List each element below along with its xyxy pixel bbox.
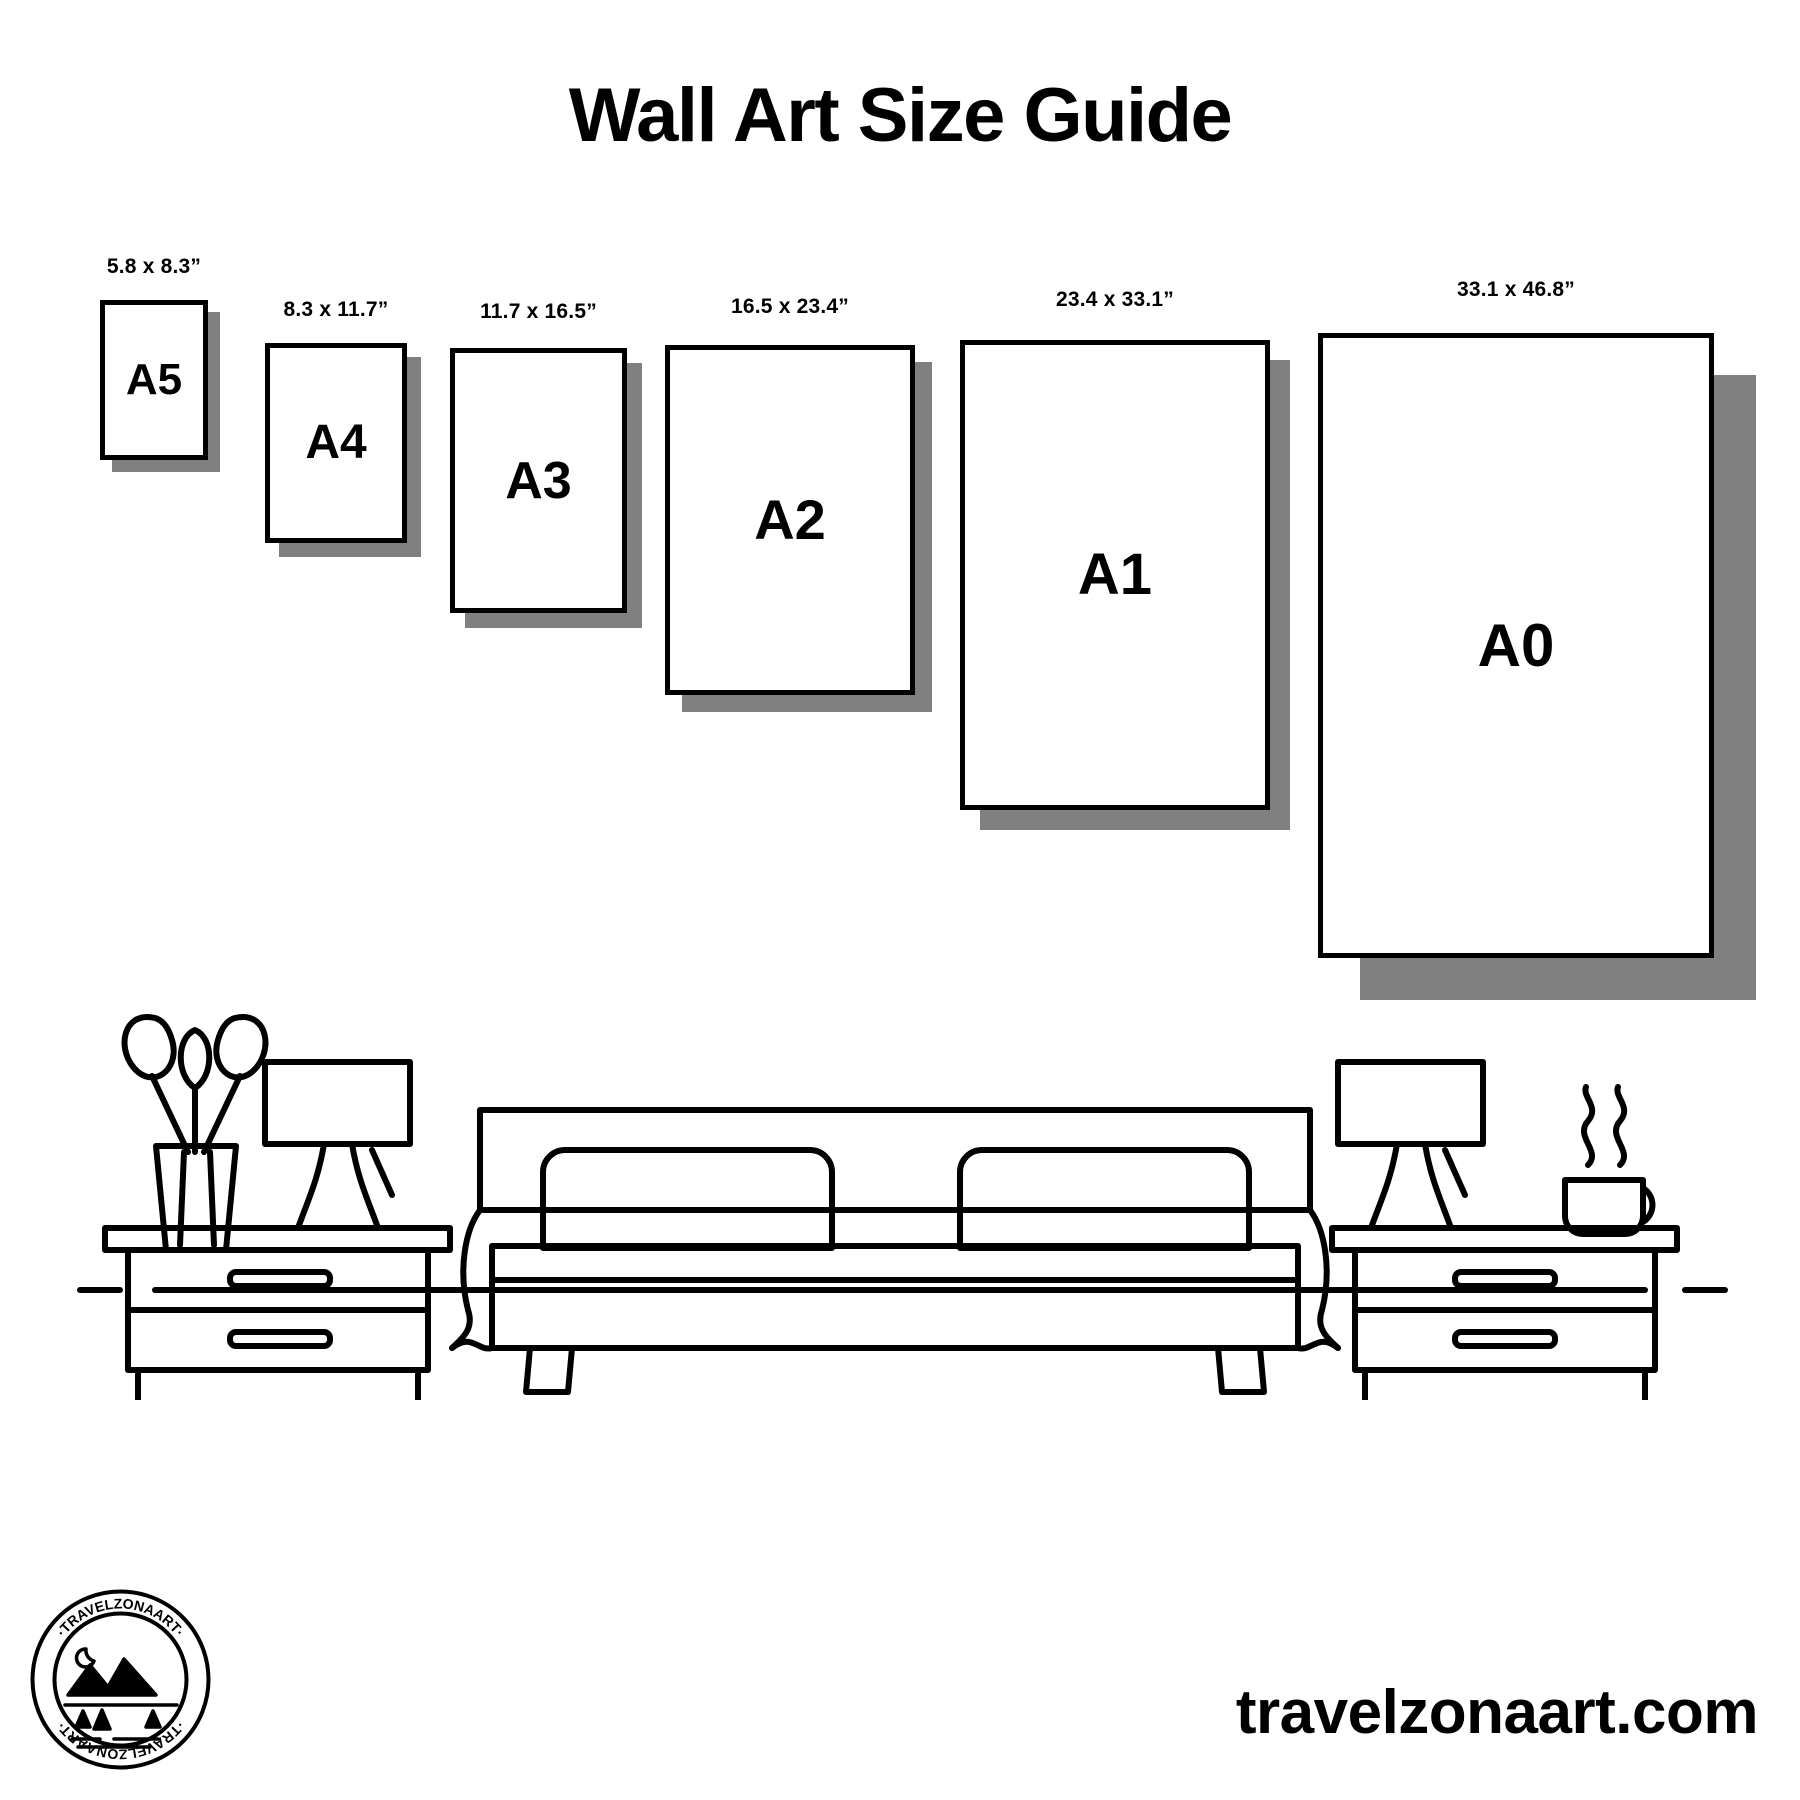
frame-group-a3 [450, 300, 627, 613]
frame-label-a3: A3 [505, 451, 572, 510]
frame-dimension-a2: 16.5 x 23.4” [731, 295, 849, 318]
frame-box-a1[interactable] [960, 340, 1270, 810]
frame-group-a4 [265, 298, 407, 543]
table-lamp-left [265, 1062, 410, 1228]
frame-label-a4: A4 [305, 416, 367, 469]
bed[interactable] [452, 1110, 1338, 1392]
frame-box-a4[interactable] [265, 343, 407, 543]
frame-group-a2 [665, 295, 915, 695]
frame-dimension-a5: 5.8 x 8.3” [106, 255, 202, 278]
frame-box-a3[interactable] [450, 348, 627, 613]
coffee-cup [1565, 1087, 1652, 1234]
logo-text-bottom: ·TRAVELZONAART· [53, 1718, 188, 1763]
page-title: Wall Art Size Guide [568, 73, 1232, 158]
frame-label-a0: A0 [1477, 611, 1555, 679]
frame-box-a5[interactable] [100, 300, 208, 460]
frame-dimension-a0: 33.1 x 46.8” [1457, 278, 1575, 301]
vase-with-plant [125, 1017, 266, 1250]
frame-label-a2: A2 [754, 488, 826, 551]
frame-dimension-a4: 8.3 x 11.7” [283, 298, 389, 321]
bedroom-illustration [60, 980, 1760, 1400]
frame-box-a0[interactable] [1318, 333, 1714, 958]
frame-group-a0 [1318, 278, 1714, 958]
frame-label-a1: A1 [1077, 542, 1153, 607]
frame-group-a1 [960, 288, 1270, 810]
brand-logo [28, 1587, 213, 1772]
frame-box-a2[interactable] [665, 345, 915, 695]
nightstand-left[interactable] [105, 1228, 450, 1400]
site-url: travelzonaart.com [1235, 1678, 1758, 1747]
nightstand-right[interactable] [1332, 1228, 1677, 1400]
table-lamp-right [1338, 1062, 1483, 1228]
frame-dimension-a3: 11.7 x 16.5” [480, 300, 597, 323]
frame-group-a5 [100, 255, 208, 460]
frame-dimension-a1: 23.4 x 33.1” [1056, 288, 1174, 311]
frame-label-a5: A5 [125, 355, 183, 404]
logo-text-top: ·TRAVELZONAART· [53, 1595, 188, 1640]
